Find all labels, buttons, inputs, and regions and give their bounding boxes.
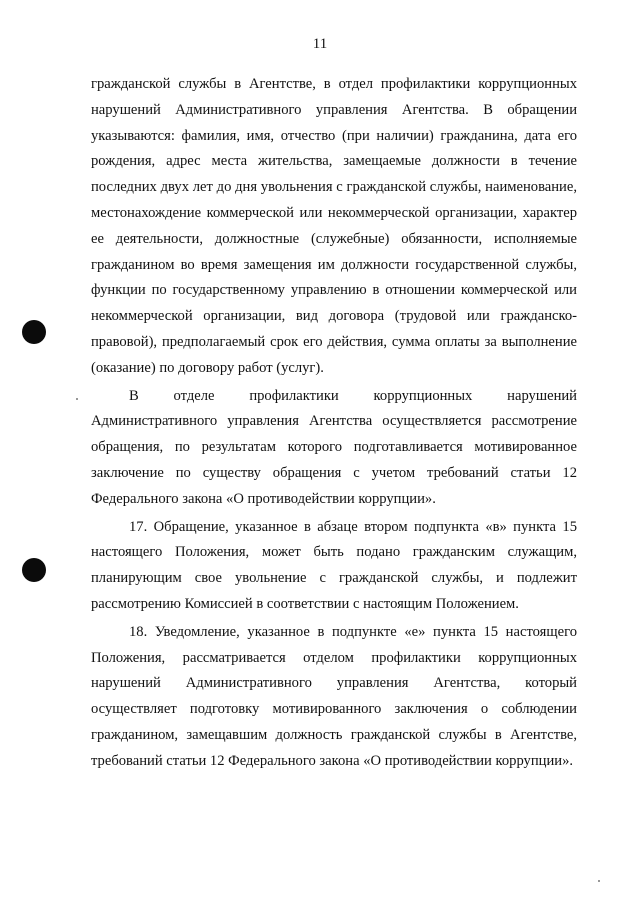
scan-speck [598, 880, 600, 882]
scan-speck [76, 398, 78, 400]
paragraph-continuation: гражданской службы в Агентстве, в отдел профилактики коррупционных нарушений Административного управления Агентства. В обращении указываются: фамилия, имя, отчество (при наличии) гражданина, дата его рождения, адрес места жительства, замещаемые должности в течение последних двух лет до дня увольнения с гражданской службы, наименование, местонахождение коммерческой или некоммерческой организации, характер ее деятельности, должностные (служебные) обязанности, исполняемые гражданином во время замещения им должности государственной службы, функции по государственному управлению в отношении коммерческой или некоммерческой организации, вид договора (трудовой или гражданско-правовой), предполагаемый срок его действия, сумма оплаты за выполнение (оказание) по договору работ (услуг). [91, 76, 577, 376]
punch-hole-top [22, 320, 46, 344]
punch-hole-bottom [22, 558, 46, 582]
paragraph-review: В отделе профилактики коррупционных нарушений Административного управления Агентства осуществляется рассмотрение обращения, по результатам которого подготавливается мотивированное заключение по существу обращения с учетом требований статьи 12 Федерального закона «О противодействии коррупции». [91, 387, 577, 507]
paragraph-item-17: 17. Обращение, указанное в абзаце втором подпункта «в» пункта 15 настоящего Положения, может быть подано гражданским служащим, планирующим свое увольнение с гражданской службы, и подлежит рассмотрению Комиссией в соответствии с настоящим Положением. [91, 518, 577, 612]
document-body [91, 72, 577, 775]
page-number: 11 [312, 36, 328, 52]
paragraph-item-18: 18. Уведомление, указанное в подпункте «е» пункта 15 настоящего Положения, рассматривается отделом профилактики коррупционных нарушений Административного управления Агентства, который осуществляет подготовку мотивированного заключения о соблюдении гражданином, замещавшим должность гражданской службы в Агентстве, требований статьи 12 Федерального закона «О противодействии коррупции». [91, 623, 577, 769]
